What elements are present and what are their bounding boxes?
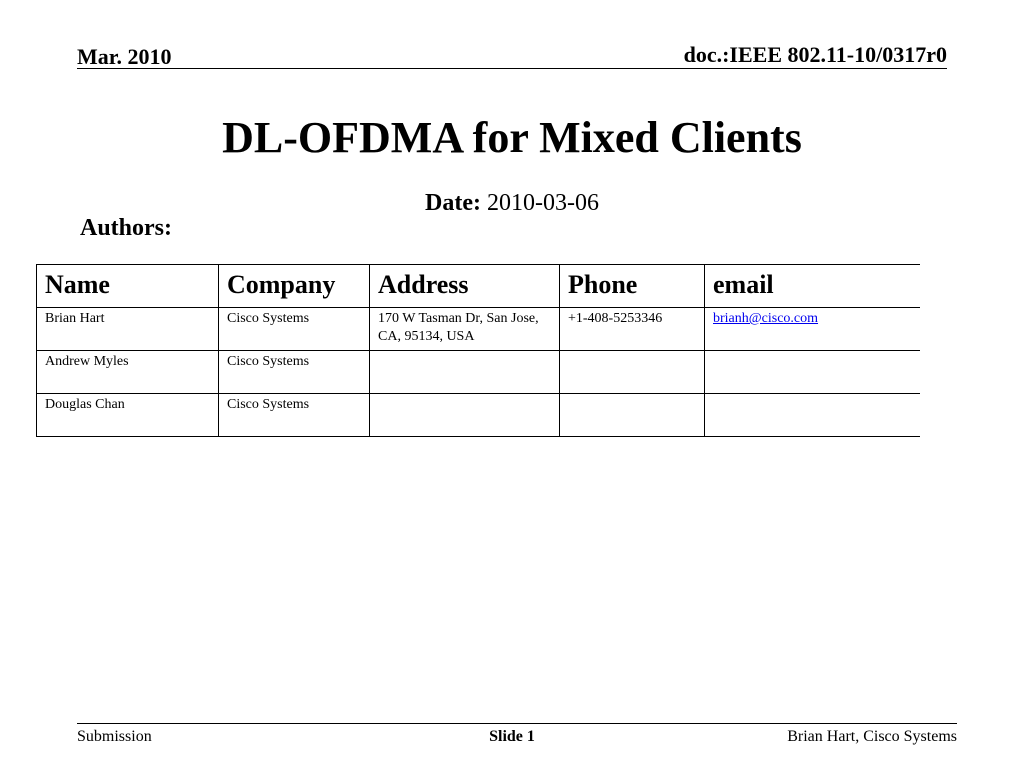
header-divider	[77, 68, 947, 69]
column-header-address: Address	[370, 265, 560, 308]
cell-phone	[560, 351, 705, 394]
footer-left: Submission	[77, 728, 152, 745]
cell-phone	[560, 394, 705, 437]
slide-number: Slide 1	[489, 728, 535, 745]
footer-divider	[77, 723, 957, 724]
cell-email	[705, 351, 920, 394]
header-date: Mar. 2010	[77, 44, 172, 69]
table-row	[37, 308, 920, 351]
email-link[interactable]: brianh@cisco.com	[713, 311, 819, 326]
date-value: 2010-03-06	[486, 190, 599, 216]
cell-name: Andrew Myles	[37, 351, 219, 394]
column-header-phone: Phone	[560, 265, 705, 308]
table-row	[37, 394, 920, 437]
cell-name: Douglas Chan	[37, 394, 219, 437]
cell-company: Cisco Systems	[219, 394, 370, 437]
date-label: Date:	[425, 190, 481, 216]
cell-email	[705, 394, 920, 437]
cell-address	[370, 351, 560, 394]
table-header-row	[37, 265, 920, 308]
authors-label: Authors:	[80, 215, 173, 241]
cell-email	[705, 308, 920, 351]
cell-company: Cisco Systems	[219, 351, 370, 394]
column-header-name: Name	[37, 265, 219, 308]
table-row	[37, 351, 920, 394]
cell-address: 170 W Tasman Dr, San Jose, CA, 95134, USA	[370, 308, 560, 351]
cell-address	[370, 394, 560, 437]
cell-company: Cisco Systems	[219, 308, 370, 351]
authors-table	[36, 264, 920, 437]
column-header-email: email	[705, 265, 920, 308]
cell-phone: +1-408-5253346	[560, 308, 705, 351]
column-header-company: Company	[219, 265, 370, 308]
header-doc-id: doc.:IEEE 802.11-10/0317r0	[683, 42, 947, 67]
cell-name: Brian Hart	[37, 308, 219, 351]
slide-title: DL-OFDMA for Mixed Clients	[222, 113, 802, 162]
footer-right: Brian Hart, Cisco Systems	[787, 728, 957, 745]
